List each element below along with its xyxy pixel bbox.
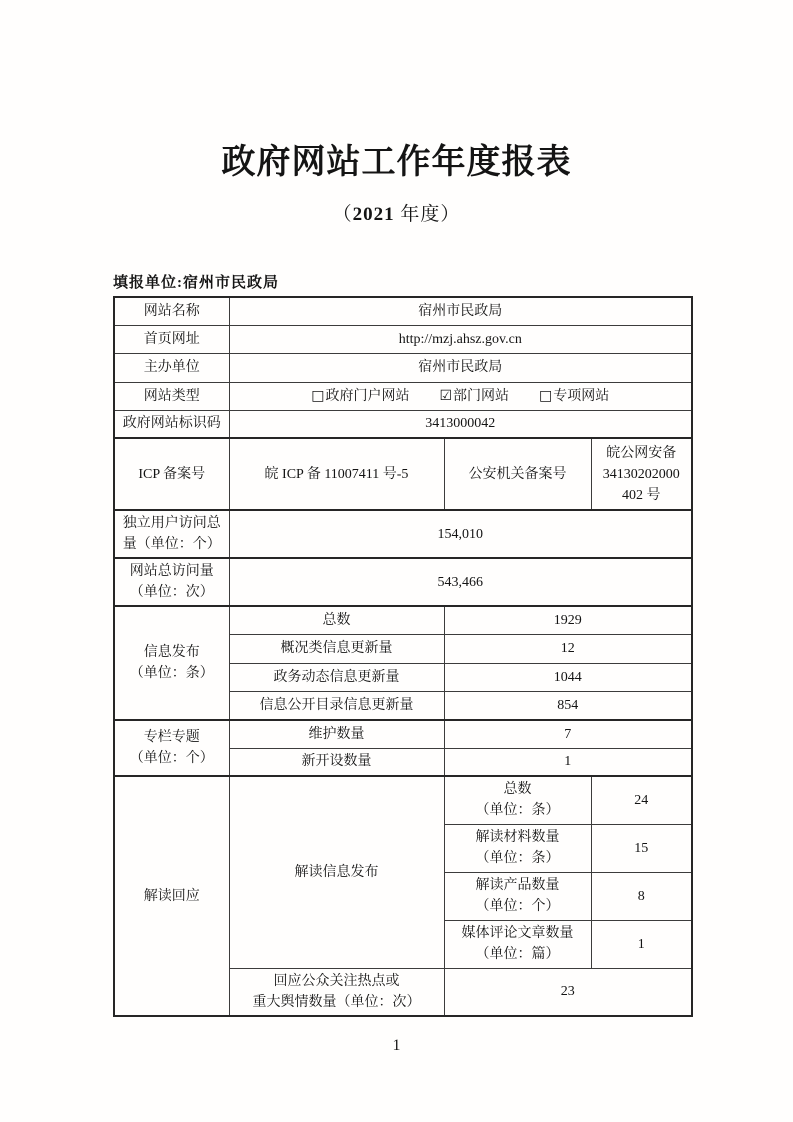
- row-special-columns-maintained: [114, 720, 692, 748]
- site-id-label: 政府网站标识码: [114, 410, 229, 438]
- row-site-name: [114, 297, 692, 325]
- interpretation-row-value: 8: [591, 872, 692, 920]
- interpretation-row-value: 1: [591, 920, 692, 968]
- info-publish-row-label: 信息公开目录信息更新量: [229, 691, 444, 720]
- site-type-option-special: [539, 386, 609, 407]
- info-publish-row-value: 12: [444, 634, 692, 663]
- organizer-value: 宿州市民政局: [229, 353, 692, 382]
- organizer-label: 主办单位: [114, 353, 229, 382]
- info-publish-row-label: 政务动态信息更新量: [229, 663, 444, 691]
- info-publish-row-value: 854: [444, 691, 692, 720]
- info-publish-row-label: 概况类信息更新量: [229, 634, 444, 663]
- icp-value: 皖 ICP 备 11007411 号-5: [229, 438, 444, 510]
- row-site-id: [114, 410, 692, 438]
- special-columns-row-label: 新开设数量: [229, 748, 444, 776]
- report-table: [113, 296, 693, 1017]
- icp-label: ICP 备案号: [114, 438, 229, 510]
- public-response-value: 23: [444, 968, 692, 1016]
- row-homepage-url: [114, 325, 692, 353]
- site-type-option-label: 部门网站: [453, 388, 510, 404]
- site-id-value: 3413000042: [229, 410, 692, 438]
- site-type-option-label: 专项网站: [553, 388, 610, 404]
- reporting-unit: 填报单位:宿州市民政局: [113, 275, 279, 291]
- info-publish-row-value: 1929: [444, 606, 692, 634]
- security-filing-value: 皖公网安备 34130202000 402 号: [591, 438, 692, 510]
- info-publish-label: 信息发布 （单位：条）: [114, 606, 229, 720]
- row-site-type: [114, 382, 692, 410]
- site-type-label: 网站类型: [114, 382, 229, 410]
- interpretation-row-label: 总数 （单位：条）: [444, 776, 591, 824]
- site-type-options: [229, 382, 692, 410]
- special-columns-row-value: 1: [444, 748, 692, 776]
- page-number: 1: [392, 1037, 401, 1054]
- security-filing-label: 公安机关备案号: [444, 438, 591, 510]
- checkbox-unchecked-icon: □: [311, 388, 325, 404]
- interpretation-row-label: 解读材料数量 （单位：条）: [444, 824, 591, 872]
- subtitle-year: 2021: [352, 204, 395, 225]
- checkbox-unchecked-icon: □: [539, 388, 553, 404]
- unique-visitors-label: 独立用户访问总 量（单位：个）: [114, 510, 229, 558]
- subtitle-open-paren: （: [332, 204, 353, 225]
- special-columns-label: 专栏专题 （单位：个）: [114, 720, 229, 776]
- special-columns-row-value: 7: [444, 720, 692, 748]
- site-name-value: 宿州市民政局: [229, 297, 692, 325]
- total-visits-label: 网站总访问量 （单位：次）: [114, 558, 229, 606]
- homepage-url-label: 首页网址: [114, 325, 229, 353]
- row-unique-visitors: [114, 510, 692, 558]
- interpretation-row-value: 24: [591, 776, 692, 824]
- row-interpretation-total: [114, 776, 692, 824]
- row-icp: [114, 438, 692, 510]
- interpretation-label: 解读回应: [114, 776, 229, 1016]
- site-type-option-label: 政府门户网站: [325, 388, 410, 404]
- homepage-url-value: http://mzj.ahsz.gov.cn: [229, 325, 692, 353]
- special-columns-row-label: 维护数量: [229, 720, 444, 748]
- total-visits-value: 543,466: [229, 558, 692, 606]
- interpretation-row-value: 15: [591, 824, 692, 872]
- interpretation-publish-label: 解读信息发布: [229, 776, 444, 968]
- page-title: 政府网站工作年度报表: [221, 144, 572, 181]
- public-response-label: 回应公众关注热点或 重大舆情数量（单位：次）: [229, 968, 444, 1016]
- row-total-visits: [114, 558, 692, 606]
- interpretation-row-label: 媒体评论文章数量 （单位：篇）: [444, 920, 591, 968]
- subtitle-close: 年度）: [394, 204, 461, 225]
- interpretation-row-label: 解读产品数量 （单位：个）: [444, 872, 591, 920]
- row-organizer: [114, 353, 692, 382]
- site-type-option-portal: [311, 386, 409, 407]
- site-type-option-department: [439, 386, 509, 407]
- row-info-publish-total: [114, 606, 692, 634]
- info-publish-row-label: 总数: [229, 606, 444, 634]
- unique-visitors-value: 154,010: [229, 510, 692, 558]
- info-publish-row-value: 1044: [444, 663, 692, 691]
- checkbox-checked-icon: ☑: [439, 388, 453, 404]
- site-name-label: 网站名称: [114, 297, 229, 325]
- page-subtitle: [0, 199, 793, 226]
